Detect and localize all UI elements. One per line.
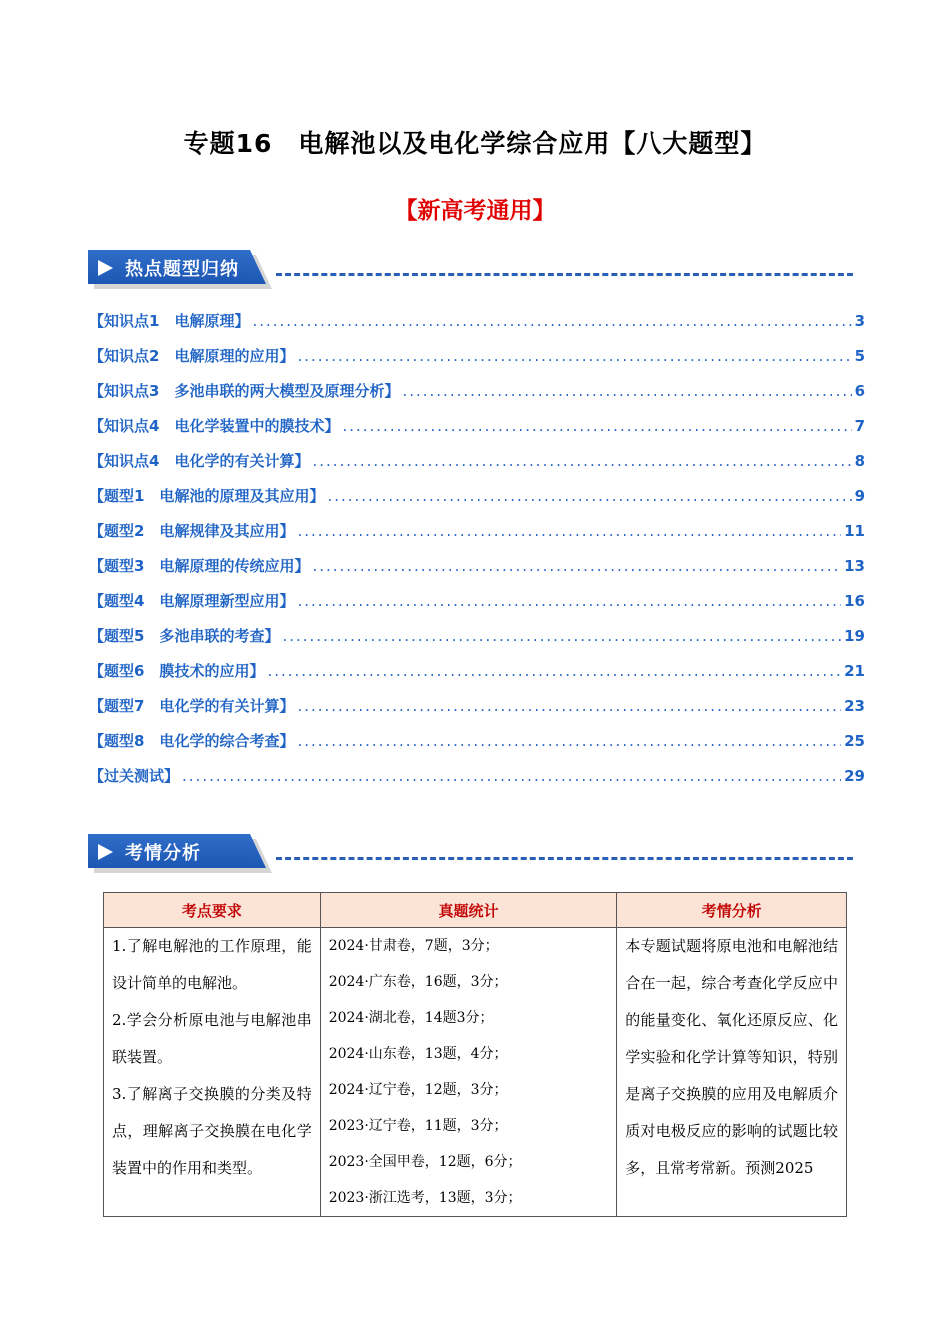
page-subtitle: 【新高考通用】 bbox=[394, 198, 556, 224]
toc-entry[interactable] bbox=[89, 380, 865, 415]
toc-page-number[interactable]: 7 bbox=[854, 417, 865, 435]
stats-cell bbox=[320, 928, 617, 1217]
toc-label[interactable]: 【知识点1 电解原理】 bbox=[89, 312, 250, 330]
toc-label[interactable]: 【题型4 电解原理新型应用】 bbox=[89, 592, 295, 610]
requirements-cell bbox=[104, 928, 321, 1217]
stat-item: 2023·全国甲卷，12题，6分； bbox=[328, 1154, 522, 1170]
toc-page-number[interactable]: 21 bbox=[844, 662, 865, 680]
dashed-divider bbox=[276, 857, 853, 860]
toc-leader-dots bbox=[342, 417, 851, 435]
exam-analysis-table bbox=[103, 892, 847, 1217]
toc-entry[interactable] bbox=[89, 415, 865, 450]
requirement-item: 1.了解电解池的工作原理，能设计简单的电解池。 bbox=[112, 937, 312, 992]
section-heading: 热点题型归纳 bbox=[125, 259, 239, 280]
toc-page-number[interactable]: 6 bbox=[854, 382, 865, 400]
stat-item: 2023·辽宁卷，11题，3分； bbox=[328, 1118, 508, 1134]
table-of-contents bbox=[89, 310, 865, 800]
stat-item: 2023·浙江选考，13题，3分； bbox=[328, 1190, 522, 1206]
toc-page-number[interactable]: 23 bbox=[844, 697, 865, 715]
toc-label[interactable]: 【题型3 电解原理的传统应用】 bbox=[89, 557, 310, 575]
toc-entry[interactable] bbox=[89, 485, 865, 520]
toc-leader-dots bbox=[297, 522, 841, 540]
toc-page-number[interactable]: 13 bbox=[844, 557, 865, 575]
toc-entry[interactable] bbox=[89, 555, 865, 590]
toc-page-number[interactable]: 29 bbox=[844, 767, 865, 785]
toc-leader-dots bbox=[402, 382, 851, 400]
play-arrow-icon bbox=[98, 844, 113, 860]
toc-entry[interactable] bbox=[89, 450, 865, 485]
table-header-row bbox=[104, 893, 847, 928]
toc-entry[interactable] bbox=[89, 345, 865, 380]
toc-label[interactable]: 【题型6 膜技术的应用】 bbox=[89, 662, 265, 680]
toc-leader-dots bbox=[327, 487, 851, 505]
toc-label[interactable]: 【题型5 多池串联的考查】 bbox=[89, 627, 280, 645]
analysis-cell: 本专题试题将原电池和电解池结合在一起，综合考查化学反应中的能量变化、氧化还原反应、化学实验和化学计算等知识，特别是离子交换膜的应用及电解质介质对电极反应的影响的试题比较多，且常考常新。预测2025 bbox=[617, 928, 847, 1217]
toc-leader-dots bbox=[297, 347, 851, 365]
toc-leader-dots bbox=[297, 592, 841, 610]
toc-page-number[interactable]: 8 bbox=[854, 452, 865, 470]
toc-leader-dots bbox=[252, 312, 851, 330]
column-header: 考点要求 bbox=[104, 893, 321, 928]
toc-entry[interactable] bbox=[89, 765, 865, 800]
toc-entry[interactable] bbox=[89, 520, 865, 555]
toc-label[interactable]: 【题型8 电化学的综合考查】 bbox=[89, 732, 295, 750]
page-title: 专题16 电解池以及电化学综合应用【八大题型】 bbox=[183, 129, 767, 158]
toc-entry[interactable] bbox=[89, 310, 865, 345]
toc-label[interactable]: 【过关测试】 bbox=[89, 767, 180, 785]
column-header: 考情分析 bbox=[617, 893, 847, 928]
toc-label[interactable]: 【知识点3 多池串联的两大模型及原理分析】 bbox=[89, 382, 400, 400]
toc-leader-dots bbox=[312, 557, 841, 575]
toc-leader-dots bbox=[182, 767, 841, 785]
section-banner-toc bbox=[88, 250, 863, 284]
section-banner-analysis bbox=[88, 834, 863, 868]
toc-leader-dots bbox=[297, 732, 841, 750]
toc-page-number[interactable]: 3 bbox=[854, 312, 865, 330]
toc-leader-dots bbox=[267, 662, 841, 680]
toc-label[interactable]: 【知识点4 电化学装置中的膜技术】 bbox=[89, 417, 340, 435]
toc-page-number[interactable]: 16 bbox=[844, 592, 865, 610]
toc-label[interactable]: 【题型7 电化学的有关计算】 bbox=[89, 697, 295, 715]
toc-entry[interactable] bbox=[89, 730, 865, 765]
toc-entry[interactable] bbox=[89, 660, 865, 695]
dashed-divider bbox=[276, 273, 853, 276]
column-header: 真题统计 bbox=[320, 893, 617, 928]
requirement-item: 3.了解离子交换膜的分类及特点，理解离子交换膜在电化学装置中的作用和类型。 bbox=[112, 1085, 312, 1177]
toc-leader-dots bbox=[312, 452, 851, 470]
toc-entry[interactable] bbox=[89, 695, 865, 730]
requirement-item: 2.学会分析原电池与电解池串联装置。 bbox=[112, 1011, 312, 1066]
toc-entry[interactable] bbox=[89, 590, 865, 625]
stat-item: 2024·辽宁卷，12题，3分； bbox=[328, 1082, 508, 1098]
table-row bbox=[104, 928, 847, 1217]
toc-leader-dots bbox=[282, 627, 841, 645]
stat-item: 2024·湖北卷，14题3分； bbox=[328, 1010, 494, 1026]
stat-item: 2024·山东卷，13题，4分； bbox=[328, 1046, 508, 1062]
toc-page-number[interactable]: 9 bbox=[854, 487, 865, 505]
stat-item: 2024·广东卷，16题，3分； bbox=[328, 974, 508, 990]
toc-page-number[interactable]: 11 bbox=[844, 522, 865, 540]
toc-page-number[interactable]: 25 bbox=[844, 732, 865, 750]
toc-leader-dots bbox=[297, 697, 841, 715]
toc-entry[interactable] bbox=[89, 625, 865, 660]
toc-label[interactable]: 【题型1 电解池的原理及其应用】 bbox=[89, 487, 325, 505]
play-arrow-icon bbox=[98, 260, 113, 276]
toc-page-number[interactable]: 19 bbox=[844, 627, 865, 645]
toc-page-number[interactable]: 5 bbox=[854, 347, 865, 365]
toc-label[interactable]: 【知识点2 电解原理的应用】 bbox=[89, 347, 295, 365]
section-heading: 考情分析 bbox=[125, 843, 201, 864]
toc-label[interactable]: 【知识点4 电化学的有关计算】 bbox=[89, 452, 310, 470]
stat-item: 2024·甘肃卷，7题，3分； bbox=[328, 938, 499, 954]
toc-label[interactable]: 【题型2 电解规律及其应用】 bbox=[89, 522, 295, 540]
